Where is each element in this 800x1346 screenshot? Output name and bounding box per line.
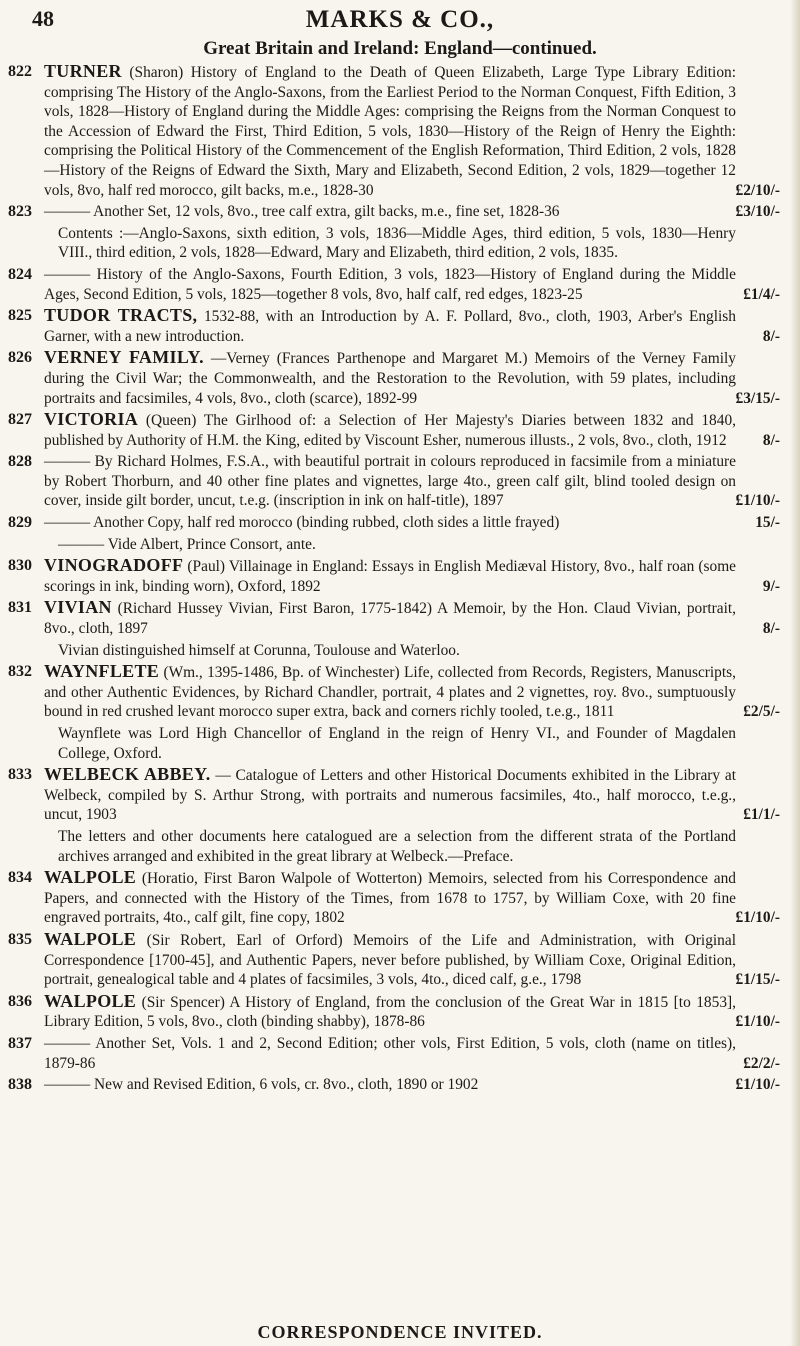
entry-description: ——— Another Set, 12 vols, 8vo., tree calf extra, gilt backs, m.e., fine set, 1828-36 bbox=[44, 203, 560, 221]
entry-number: 835 bbox=[8, 930, 32, 948]
entry-description: (Horatio, First Baron Walpole of Wotterton) Memoirs, selected from his Correspondence and Papers, and connected with the History of the Times, from 1678 to 1757, by William Coxe, with 20 fine engraved portraits, 4to., calf gilt, fine copy, 1802 bbox=[44, 870, 736, 927]
entry-note-text: Vivian distinguished himself at Corunna, Toulouse and Waterloo. bbox=[58, 641, 460, 659]
entry-note bbox=[8, 224, 780, 263]
catalogue-entry bbox=[8, 410, 780, 450]
entry-price: 15/- bbox=[755, 514, 780, 532]
entry-price: £2/10/- bbox=[735, 181, 780, 199]
entry-price: £2/2/- bbox=[743, 1054, 780, 1072]
entry-description: ——— Another Copy, half red morocco (binding rubbed, cloth sides a little frayed) bbox=[44, 514, 560, 532]
entry-author: WAYNFLETE bbox=[44, 661, 160, 682]
catalogue-entry bbox=[8, 348, 780, 408]
entry-description: ——— History of the Anglo-Saxons, Fourth Edition, 3 vols, 1823—History of England during the Middle Ages, Second Edition, 5 vols, 1825—together 8 vols, 8vo, half calf, red edges, 1823-25 bbox=[44, 265, 736, 303]
page-header bbox=[0, 2, 800, 32]
entry-author: VINOGRADOFF bbox=[44, 555, 184, 576]
entry-number: 830 bbox=[8, 557, 32, 575]
entry-number: 832 bbox=[8, 663, 32, 681]
entry-price: £1/10/- bbox=[735, 1076, 780, 1094]
entry-author: TUDOR TRACTS, bbox=[44, 305, 198, 326]
entry-description: (Queen) The Girlhood of: a Selection of Her Majesty's Diaries between 1832 and 1840, published by Authority of H.M. the King, edited by Viscount Esher, numerous illusts., 2 vols, 8vo., cloth, 1912 bbox=[44, 412, 736, 449]
entry-note bbox=[8, 827, 780, 866]
catalogue-entry bbox=[8, 765, 780, 825]
entry-author: VERNEY FAMILY. bbox=[44, 347, 204, 368]
entry-price: £3/10/- bbox=[735, 203, 780, 221]
catalogue-entry bbox=[8, 202, 780, 222]
catalogue-entry bbox=[8, 598, 780, 638]
entry-author: WALPOLE bbox=[44, 990, 137, 1011]
entry-price: £1/10/- bbox=[735, 1013, 780, 1031]
entry-note-text: ——— Vide Albert, Prince Consort, ante. bbox=[58, 535, 316, 553]
entry-number: 837 bbox=[8, 1034, 32, 1052]
entry-price: 9/- bbox=[762, 577, 780, 595]
catalogue-entry bbox=[8, 868, 780, 928]
entry-author: WALPOLE bbox=[44, 928, 137, 949]
entry-number: 828 bbox=[8, 453, 32, 471]
entry-number: 829 bbox=[8, 514, 32, 532]
entry-number: 823 bbox=[8, 203, 32, 221]
entry-note-text: The letters and other documents here catalogued are a selection from the different strata of the Portland archives arranged and exhibited in the great library at Welbeck.—Preface. bbox=[58, 827, 736, 865]
entry-description: (Wm., 1395-1486, Bp. of Winchester) Life, collected from Records, Registers, Manuscripts, and other Authentic Evidences, by Richard Chandler, portrait, 4 plates and 2 vignettes, roy. 8vo., sumptuously bound in red crushed levant morocco super extra, back and corners richly tooled, t.e.g., 1811 bbox=[44, 664, 736, 721]
entry-description: ——— New and Revised Edition, 6 vols, cr. 8vo., cloth, 1890 or 1902 bbox=[44, 1076, 479, 1094]
running-title: MARKS & CO., bbox=[305, 6, 495, 33]
entry-price: £1/1/- bbox=[743, 806, 780, 824]
page-number: 48 bbox=[32, 6, 54, 31]
catalogue-entry bbox=[8, 62, 780, 200]
entry-note-text: Waynflete was Lord High Chancellor of England in the reign of Henry VI., and Founder of Magdalen College, Oxford. bbox=[58, 725, 736, 762]
entry-number: 826 bbox=[8, 349, 32, 367]
entry-price: £1/15/- bbox=[735, 971, 780, 989]
entry-price: 8/- bbox=[762, 327, 780, 345]
entry-price: £1/4/- bbox=[743, 285, 780, 303]
entry-number: 827 bbox=[8, 411, 32, 429]
entry-number: 834 bbox=[8, 869, 32, 887]
entry-description: ——— By Richard Holmes, F.S.A., with beautiful portrait in colours reproduced in facsimile from a miniature by Robert Thorburn, and 40 other fine plates and vignettes, large 4to., green calf gilt, blind tooled design on cover, inside gilt border, uncut, t.e.g. (inscription in ink on half-title), 1897 bbox=[44, 453, 736, 510]
catalogue-entry bbox=[8, 930, 780, 990]
entry-note bbox=[8, 535, 780, 555]
entry-author: TURNER bbox=[44, 61, 122, 81]
catalogue-entry bbox=[8, 265, 780, 304]
entry-description: (Sharon) History of England to the Death of Queen Elizabeth, Large Type Library Edition: comprising The History of the Anglo-Saxons, from the Earliest Period to the Norman Conquest, Fifth Edition, 3 vols, 1828—History of England during the Middle Ages: comprising the Reigns from the Norman Conquest to the Accession of Edward the First, Third Edition, 5 vols, 1830—History of the Reign of Henry the Eighth: comprising the Political History of the Commencement of the English Reformation, Third Edition, 2 vols, 1828—History of the Reigns of Edward the Sixth, Mary and Elizabeth, Second Edition, 2 vols, 1829—together 12 vols, 8vo, half red morocco, gilt backs, m.e., 1828-30 bbox=[44, 64, 736, 199]
catalogue-entry bbox=[8, 306, 780, 346]
catalogue-entry bbox=[8, 1075, 780, 1095]
entry-price: 8/- bbox=[762, 431, 780, 449]
entry-description: (Richard Hussey Vivian, First Baron, 1775-1842) A Memoir, by the Hon. Claud Vivian, portrait, 8vo., cloth, 1897 bbox=[44, 600, 736, 638]
entry-author: VIVIAN bbox=[44, 597, 112, 618]
entry-note-text: Contents :—Anglo-Saxons, sixth edition, 3 vols, 1836—Middle Ages, third edition, 5 vols, 1830—Henry VIII., third edition, 2 vols, 1828—Edward, Mary and Elizabeth, third edition, 2 vols, 1835. bbox=[58, 224, 736, 262]
entry-description: —Verney (Frances Parthenope and Margaret M.) Memoirs of the Verney Family during the Civil War; the Commonwealth, and the Restoration to the Revolution, with 59 plates, including portraits and facsimiles, 4 vols, 8vo., cloth (scarce), 1892-99 bbox=[44, 350, 736, 407]
entry-description: 1532-88, with an Introduction by A. F. Pollard, 8vo., cloth, 1903, Arber's English Garner, with a new introduction. bbox=[44, 308, 736, 345]
entry-description: (Sir Spencer) A History of England, from the conclusion of the Great War in 1815 [to 1853], Library Edition, 5 vols, 8vo., cloth (binding shabby), 1878-86 bbox=[44, 993, 736, 1031]
entry-price: £3/15/- bbox=[735, 389, 780, 407]
entry-author: WELBECK ABBEY. bbox=[44, 764, 211, 785]
entry-list bbox=[8, 62, 780, 1097]
entry-number: 831 bbox=[8, 599, 32, 617]
footer-notice: CORRESPONDENCE INVITED. bbox=[257, 1322, 543, 1342]
entry-number: 822 bbox=[8, 63, 32, 80]
catalogue-entry bbox=[8, 513, 780, 533]
entry-description: (Paul) Villainage in England: Essays in English Mediæval History, 8vo., half roan (some scorings in ink, binding worn), Oxford, 1892 bbox=[44, 558, 736, 595]
entry-number: 825 bbox=[8, 307, 32, 325]
catalogue-entry bbox=[8, 662, 780, 722]
entry-author: WALPOLE bbox=[44, 867, 137, 888]
entry-author: VICTORIA bbox=[44, 409, 139, 430]
entry-number: 836 bbox=[8, 992, 32, 1010]
catalogue-entry bbox=[8, 556, 780, 596]
entry-description: ——— Another Set, Vols. 1 and 2, Second Edition; other vols, First Edition, 5 vols, cloth (name on titles), 1879-86 bbox=[44, 1034, 736, 1072]
entry-price: £1/10/- bbox=[735, 492, 780, 510]
entry-price: £2/5/- bbox=[743, 703, 780, 721]
catalogue-entry bbox=[8, 992, 780, 1032]
section-title: Great Britain and Ireland: England—continued. bbox=[203, 38, 597, 59]
catalogue-entry bbox=[8, 1034, 780, 1073]
entry-description: (Sir Robert, Earl of Orford) Memoirs of the Life and Administration, with Original Correspondence [1700-45], and Authentic Papers, never before published, by William Coxe, Original Edition, portrait, genealogical table and 4 plates of facsimiles, 3 vols, 4to., diced calf, g.e., 1798 bbox=[44, 931, 736, 989]
page-edge-shadow bbox=[790, 0, 800, 1346]
entry-number: 838 bbox=[8, 1076, 32, 1094]
entry-note bbox=[8, 724, 780, 763]
entry-price: 8/- bbox=[762, 620, 780, 638]
entry-number: 824 bbox=[8, 265, 32, 283]
entry-price: £1/10/- bbox=[735, 909, 780, 927]
entry-note bbox=[8, 641, 780, 661]
entry-number: 833 bbox=[8, 766, 32, 784]
entry-description: — Catalogue of Letters and other Historical Documents exhibited in the Library at Welbeck, compiled by S. Arthur Strong, with portraits and numerous facsimiles, 4to., half morocco, t.e.g., uncut, 1903 bbox=[44, 767, 736, 824]
catalogue-entry bbox=[8, 452, 780, 511]
